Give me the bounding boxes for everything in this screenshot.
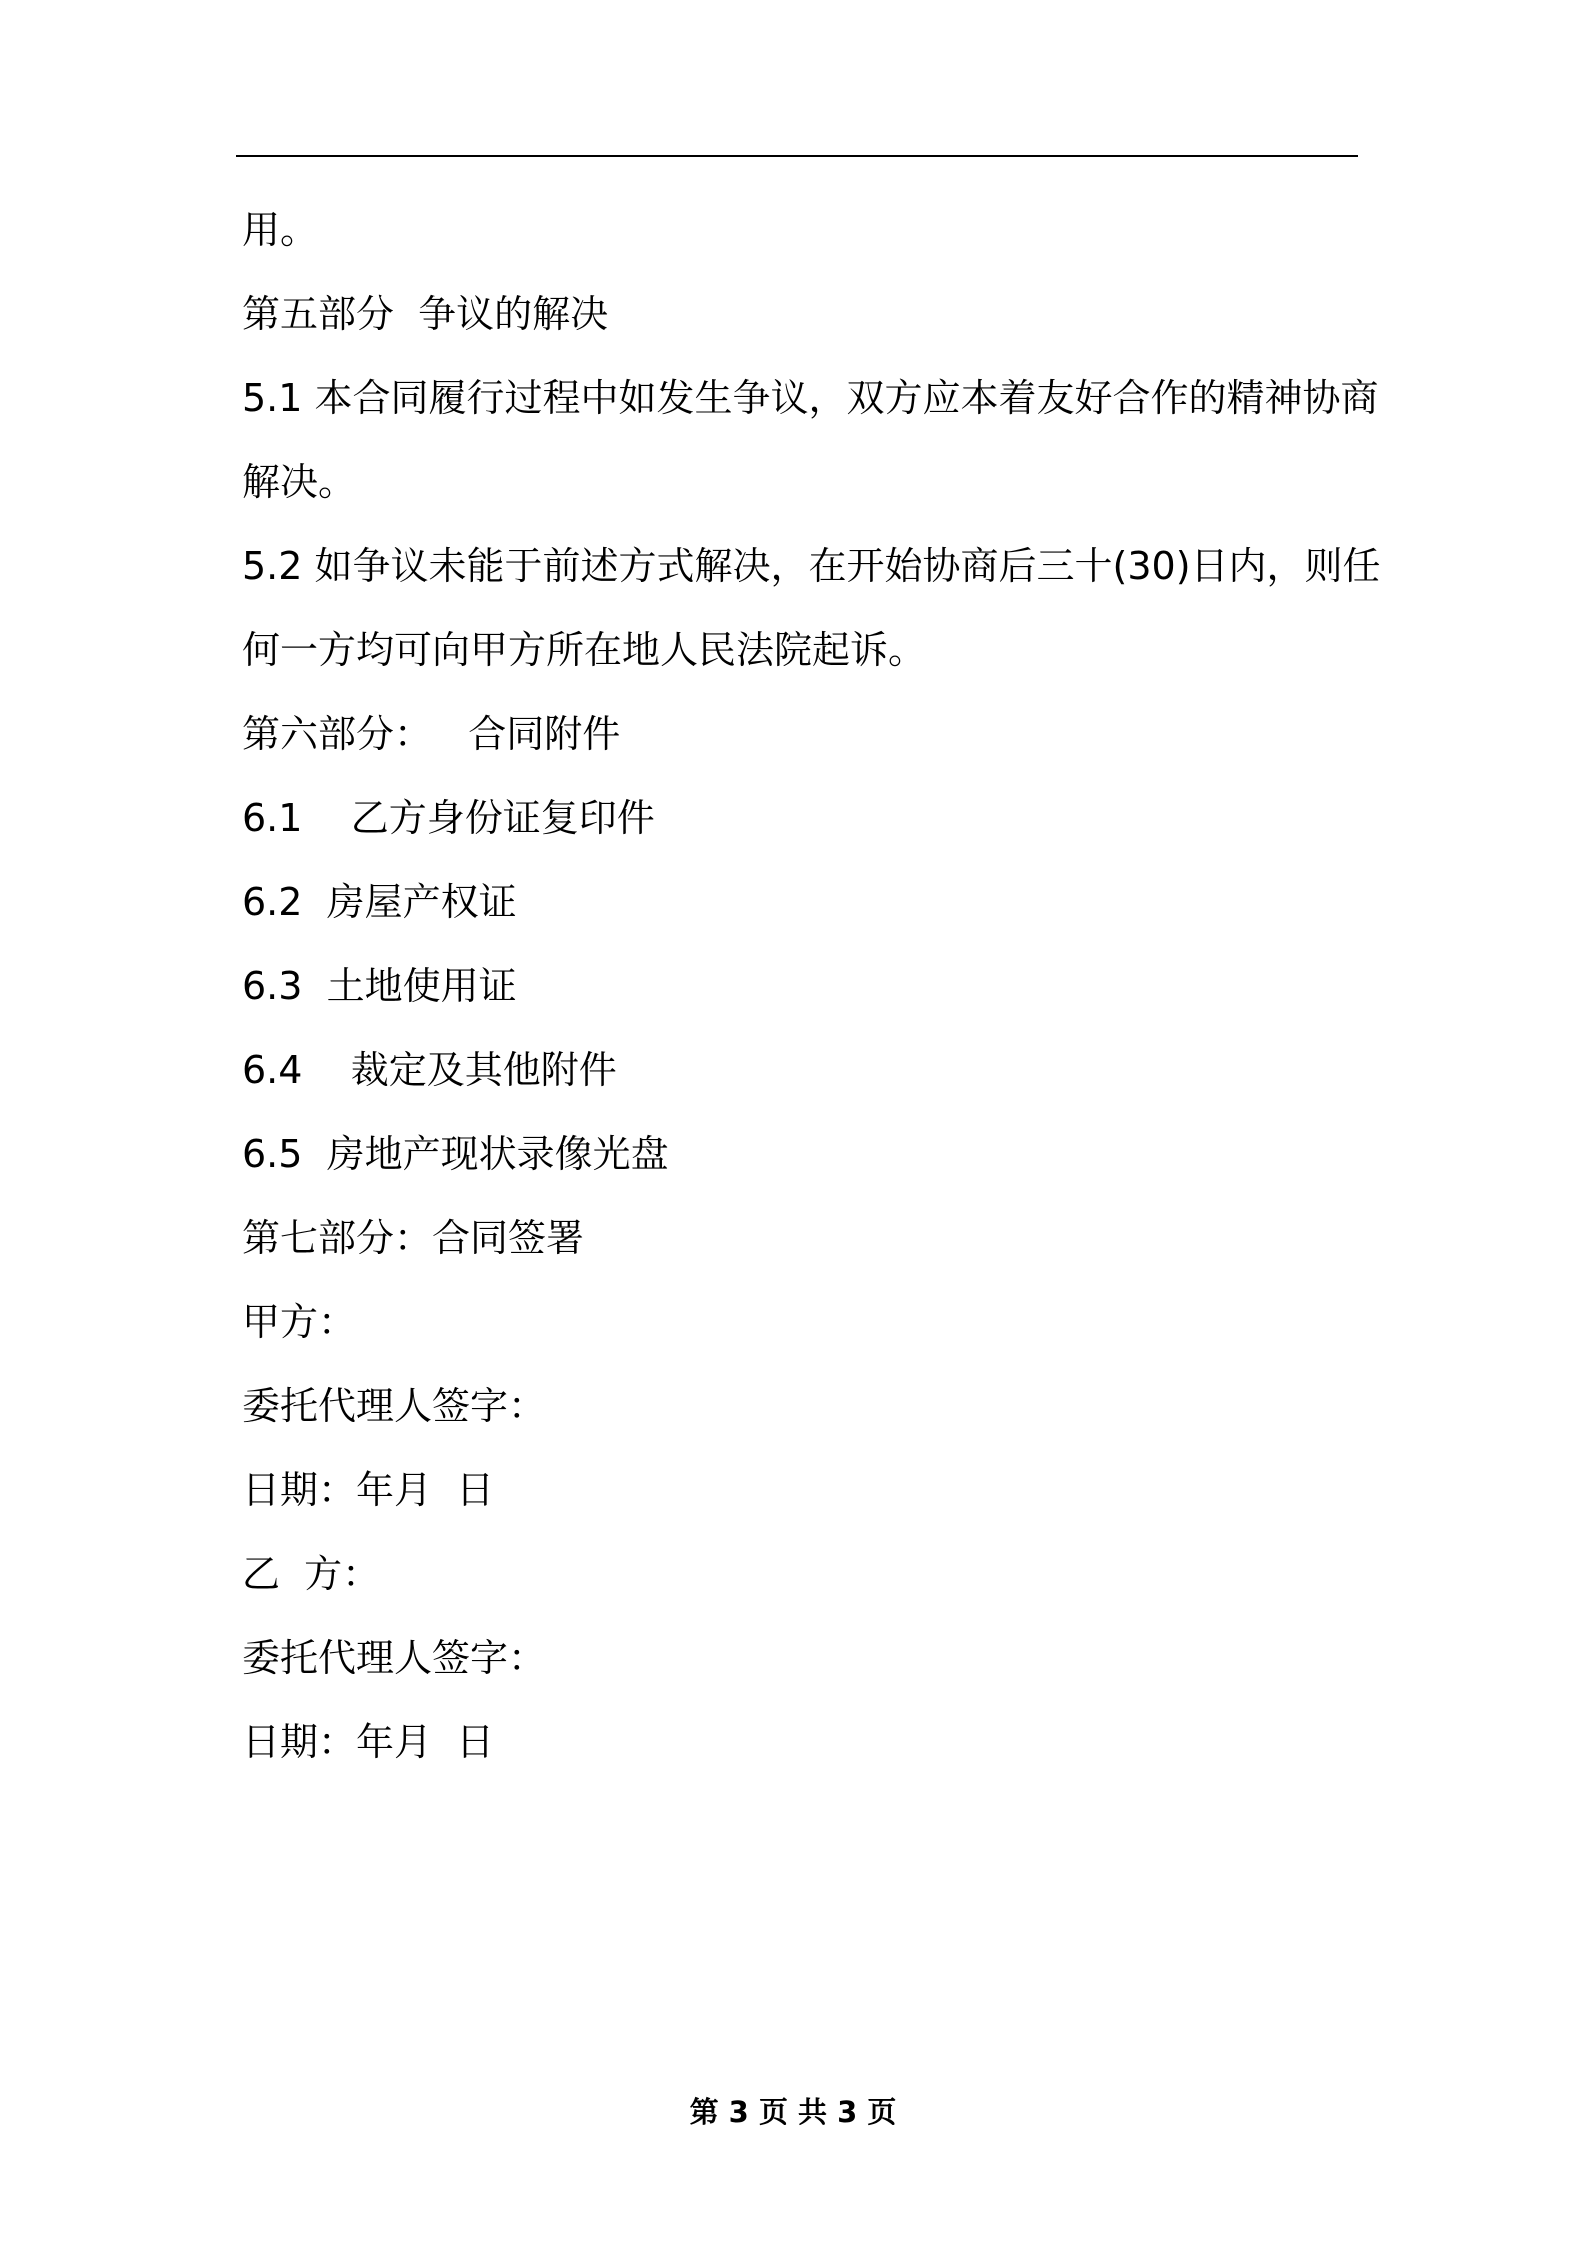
party-a-agent-signature: 委托代理人签字： [242,1384,547,1428]
clause-5-1-cont: 解决。 [242,460,357,504]
party-b-date: 日期：年月 日 [242,1720,495,1764]
section-heading-attachments: 第六部分： 合同附件 [242,712,621,756]
document-body [242,188,1381,1784]
clause-5-2-cont: 何一方均可向甲方所在地人民法院起诉。 [242,628,927,672]
page-number: 第 3 页 共 3 页 [689,2095,897,2129]
attachment-6-4: 6.4 裁定及其他附件 [242,1048,617,1092]
attachment-6-2: 6.2 房屋产权证 [242,880,517,924]
clause-5-1: 5.1 本合同履行过程中如发生争议，双方应本着友好合作的精神协商 [242,376,1379,420]
attachment-6-5: 6.5 房地产现状录像光盘 [242,1132,669,1176]
party-a-label: 甲方： [242,1300,357,1344]
party-b-label: 乙 方： [242,1552,381,1596]
section-heading-signing: 第七部分：合同签署 [242,1216,585,1260]
attachment-6-1: 6.1 乙方身份证复印件 [242,796,655,840]
party-b-agent-signature: 委托代理人签字： [242,1636,547,1680]
section-heading-dispute: 第五部分 争议的解决 [242,292,609,336]
page-footer [0,2092,1586,2132]
attachment-6-3: 6.3 土地使用证 [242,964,517,1008]
clause-5-2: 5.2 如争议未能于前述方式解决，在开始协商后三十(30)日内，则任 [242,544,1381,588]
header-rule [236,155,1358,157]
party-a-date: 日期：年月 日 [242,1468,495,1512]
line-continuation: 用。 [242,208,319,252]
